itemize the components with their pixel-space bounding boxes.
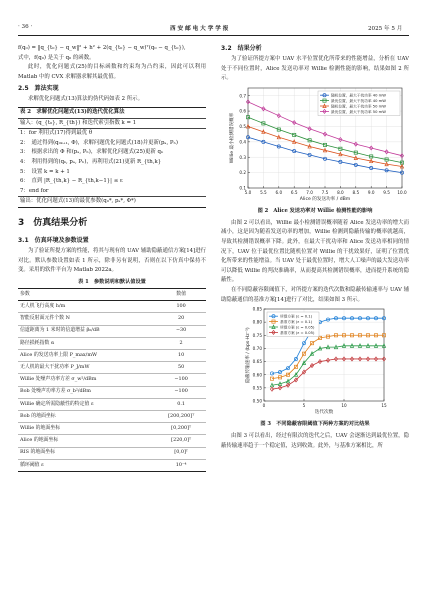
y-tick-label: 0.7 (239, 93, 246, 99)
legend-label: 所提方案 (ε = 0.05) (280, 325, 315, 330)
x-tick-label: 8.0 (337, 189, 344, 195)
table-row (18, 423, 206, 435)
y-tick-label: 0.85 (252, 306, 262, 312)
issue-date: 2025 年 5 月 (368, 26, 403, 32)
section-3-heading: 3 仿真结果分析 (18, 217, 88, 228)
algorithm-line: 2： 通过得到(q₀ₖ₊₁, Φ)，求解问题优化问题式(18)并更新(pₐ, Pₕ) (20, 139, 178, 146)
figure-2-caption: 图 2 Alice 发送功率对 Willie 检测性能的影响 (257, 207, 373, 214)
param-value-cell: −100 (156, 374, 206, 386)
paragraph-sim-setup: 为了验证所提方案的性能，将其与现有的 UAV 辅助隐蔽通信方案[14]进行对比。默认参数设置如表 1 所示，除非另有说明，否则在以下仿真中保持不变。采用的软件平台为 Matlab 2022a。 (18, 247, 206, 274)
x-tick-label: 0 (262, 403, 266, 409)
algorithm-line: 7：end for (20, 187, 49, 194)
x-tick-label: 15 (381, 403, 387, 409)
table-row (18, 398, 206, 410)
param-name-cell: 路径损耗指数 α (18, 337, 156, 349)
y-tick-label: 0.5 (239, 123, 246, 129)
parameter-table (18, 288, 206, 472)
param-value-cell: [220,0]ᵀ (156, 435, 206, 447)
param-value-cell: 50 (156, 362, 206, 374)
right-column (221, 44, 409, 594)
y-tick-label: 0.75 (252, 333, 262, 339)
algorithm-input: 输入：(q_{t₀}, R_{th}) 和迭代索引指数 k = 1 (18, 119, 206, 130)
y-tick-label: 0.3 (239, 154, 246, 160)
x-tick-label: 6.0 (275, 189, 283, 195)
equation-line: f(q₀) = ‖q_{t₀} − q_w‖² + h² + 2(q_{t₀} − q_w)ᵀ(q₀ − q_{t₀}), (18, 45, 186, 51)
table-row (18, 313, 206, 325)
y-tick-label: 0.80 (252, 319, 262, 325)
y-axis-label: 隐蔽传输速率 / (bps·Hz⁻¹) (246, 327, 251, 383)
param-name-cell: 无人机的最大干扰功率 P_J/mW (18, 362, 156, 374)
table-row (18, 301, 206, 313)
param-name-cell: 智能反射面元件个数 N (18, 313, 156, 325)
table-row (18, 447, 206, 459)
param-name-cell: Bob 的地面坐标 (18, 410, 156, 422)
param-value-cell: −30 (156, 325, 206, 337)
algorithm-line: 1：for 利用式(17)得到最优 θ (20, 130, 93, 137)
param-value-cell: [0,0]ᵀ (156, 447, 206, 459)
x-tick-label: 5.5 (260, 189, 267, 195)
figure-3-chart (240, 305, 390, 419)
table-row (18, 459, 206, 471)
y-tick-label: 0.55 (252, 385, 262, 391)
legend-label: 随机位置，最大干扰功率 40 mW (331, 93, 386, 98)
algorithm-line: 5： 设置 k = k + 1 (20, 168, 70, 175)
y-tick-label: 0.4 (239, 139, 246, 145)
left-column (18, 44, 206, 594)
param-name-cell: Willie 处噪声功率方差 σ_w²/dBm (18, 374, 156, 386)
algorithm-line: 3： 根据求出的 Φ 和(pₐ, Pₕ)，求解优化问题式(25)更新 qₖ (20, 149, 163, 156)
table-header-param: 参数 (18, 289, 156, 301)
param-value-cell: 10 (156, 350, 206, 362)
series-line (272, 335, 384, 378)
param-name-cell: 信道距离为 1 米时的信道增益 β₀/dB (18, 325, 156, 337)
param-value-cell: −100 (156, 386, 206, 398)
x-tick-label: 7.0 (306, 189, 313, 195)
x-tick-label: 8.5 (352, 189, 360, 195)
table-row (18, 374, 206, 386)
paragraph-algo-intro: 求解优化问题式(13)算法的伪代码如表 2 所示。 (28, 96, 143, 103)
y-tick-label: 0.60 (252, 372, 262, 378)
param-name-cell: Willie 确定所需隐蔽性的特定值 ε (18, 398, 156, 410)
param-name-cell: Alice 的发送功率上限 P_max/mW (18, 350, 156, 362)
equation-note: 式中，f(q₀) 是关于 q₀ 的函数。 (18, 54, 95, 61)
section-2-5-heading: 2.5 算法实现 (18, 85, 59, 93)
table-row (18, 350, 206, 362)
table-row (18, 386, 206, 398)
table-row (18, 362, 206, 374)
legend-label: 基准方案 (ε = 0.05) (280, 330, 315, 335)
param-name-cell: Willie 的地面坐标 (18, 423, 156, 435)
page-number: · 36 · (18, 24, 33, 30)
table-header-value: 数值 (156, 289, 206, 301)
table-row (18, 410, 206, 422)
y-tick-label: 0.70 (252, 346, 262, 352)
y-axis-label: Willie 最小检测错误概率 (230, 112, 235, 164)
algorithm-line: 6： 直到 |R_{th,k} − R_{th,k−1}| ≤ ε (20, 178, 123, 185)
param-value-cell: 10⁻⁴ (156, 459, 206, 471)
param-name-cell: Alice 的地面坐标 (18, 435, 156, 447)
table-row (18, 337, 206, 349)
section-3-1-heading: 3.1 仿真环境及参数设置 (18, 236, 89, 244)
param-value-cell: [0,200]ᵀ (156, 423, 206, 435)
param-name-cell: Bob 处噪声功率方差 σ_b²/dBm (18, 386, 156, 398)
paragraph-cvx: 此时，优化问题式(25)的目标函数和约束均为凸约束，因此可以利用 Matlab 中的 CVX 求解器求解其最优值。 (18, 64, 206, 80)
x-axis-label: Alice 的发送功率 / dBm (299, 196, 351, 202)
param-name-cell: 循环阈值 ε (18, 459, 156, 471)
y-tick-label: 0.2 (239, 169, 246, 175)
algorithm-line: 4： 利用得到的(qₖ, pₐ, Pₕ)，再利用式(21)更新 R_{th,k} (20, 158, 162, 165)
x-tick-label: 10.0 (397, 189, 407, 195)
param-name-cell: RIS 的地面坐标 (18, 447, 156, 459)
param-value-cell: 100 (156, 301, 206, 313)
legend-label: 最优位置，最大干扰功率 40 mW (331, 98, 386, 103)
figure-3-caption: 图 3 不同隐蔽容限阈值下两种方案的对比结果 (260, 421, 370, 428)
param-value-cell: 2 (156, 337, 206, 349)
table-1-caption: 表 1 参数说明和默认值设置 (78, 278, 146, 285)
x-tick-label: 7.5 (321, 189, 329, 195)
x-tick-label: 5 (302, 403, 306, 409)
y-tick-label: 0.1 (239, 185, 246, 191)
header-rule (18, 35, 409, 36)
algorithm-output: 输出：优化问题式(13)的最优参数(q₀*, pₐ*, Φ*) (18, 196, 206, 207)
x-axis-label: 迭代次数 (314, 410, 334, 416)
x-tick-label: 9.5 (383, 189, 390, 195)
table-row (18, 325, 206, 337)
paragraph-fig3-analysis: 由图 3 可以看出，经过有限次的迭代之后，UAV 会逐渐达到最优位置，隐蔽传输速率趋于一个稳定值，达到收敛。此外，与基准方案相比，所 (221, 433, 409, 449)
paragraph-fig2-analysis: 由图 2 可以看出，Willie 最小检测错误概率随着 Alice 发送功率的增大而减小，这是因为随着发送功率的增加，Willie 检测到隐蔽传输的概率就越高，导致其检测错误概率下降。此外，在最大干扰功率和 Alice 发送功率相同的情况下，UAV 位于最优位置比随机位置对 Willie 的干扰效果好，证明了位置优化所带来的性能增益。当 UAV 处于最优位置时，增大人工噪声的最大发送功率可以降低 Willie 的判决准确率，从而提高其检测错误概率，进而提升系统的隐蔽性。 (221, 219, 409, 284)
table-row (18, 435, 206, 447)
legend-label: 基准方案 (ε = 0.1) (280, 320, 313, 325)
x-tick-label: 6.5 (290, 189, 298, 195)
algorithm-title: 表 2 求解优化问题式(13)的迭代优化算法 (18, 108, 206, 119)
x-tick-label: 9.0 (367, 189, 375, 195)
section-3-2-heading: 3.2 结果分析 (221, 45, 262, 52)
y-tick-label: 0.65 (252, 359, 262, 365)
series-line (272, 346, 384, 385)
y-tick-label: 0.50 (252, 398, 262, 404)
journal-title: 西 安 邮 电 大 学 学 报 (170, 26, 229, 32)
param-value-cell: 0.1 (156, 398, 206, 410)
x-tick-label: 10 (341, 403, 347, 409)
param-value-cell: 20 (156, 313, 206, 325)
y-tick-label: 0.6 (239, 108, 246, 114)
paragraph-fig2-intro: 为了验证所提方案中 UAV 水平位置优化所带来的性能增益，分析在 UAV 处于不同位置时，Alice 发送功率对 Willie 检测性能的影响，结果如图 2 所示。 (221, 56, 409, 82)
legend-label: 所提方案 (ε = 0.1) (280, 314, 313, 319)
x-tick-label: 5.0 (244, 189, 252, 195)
legend-label: 随机位置，最大干扰功率 50 mW (331, 104, 386, 109)
legend-label: 最优位置，最大干扰功率 50 mW (331, 109, 386, 114)
paragraph-fig3-intro: 在不同隐蔽容限阈值下，对所提方案的迭代次数和隐蔽传输速率与 UAV 辅助隐蔽通信的基准方案[14]进行了对比，结果如图 3 所示。 (221, 286, 409, 303)
param-value-cell: [200,200]ᵀ (156, 410, 206, 422)
algorithm-table (18, 107, 206, 208)
param-name-cell: 无人机飞行高度 h/m (18, 301, 156, 313)
figure-2-chart (222, 84, 408, 206)
